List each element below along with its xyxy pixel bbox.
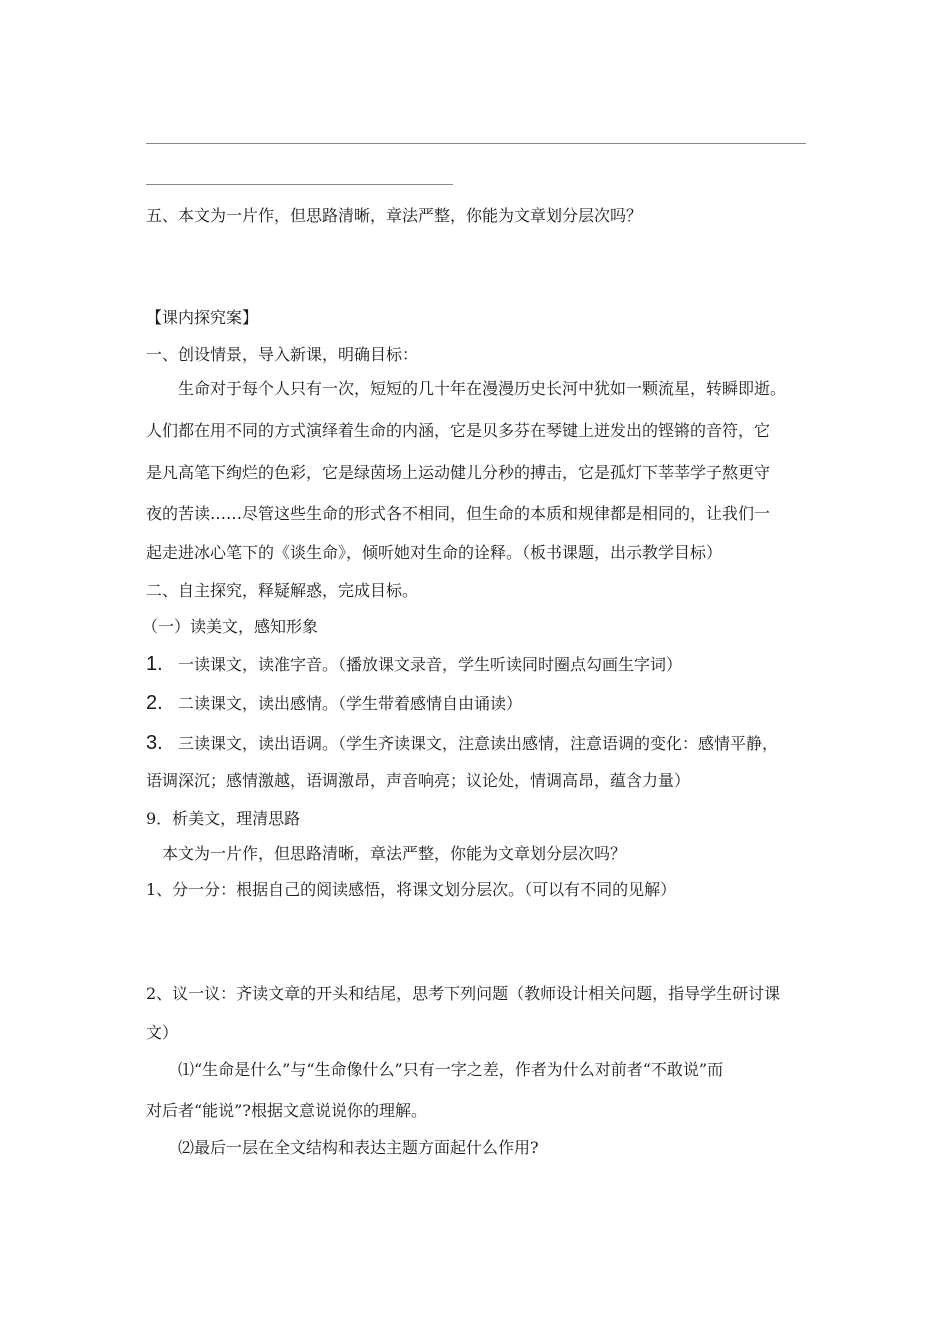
read-task-item-3: [146, 732, 778, 755]
step2-title: 二、自主探究，释疑解惑，完成目标。: [146, 581, 419, 600]
discussion-question-1: ⑴“生命是什么”与“生命像什么”只有一字之差，作者为什么对前者“不敢说”而: [178, 1060, 724, 1079]
intro-paragraph-line: 人们都在用不同的方式演绎着生命的内涵，它是贝多芬在琴键上迸发出的铿锵的音符，它: [146, 421, 771, 440]
task-divide: 1、分一分：根据自己的阅读感悟，将课文划分层次。（可以有不同的见解）: [146, 880, 677, 899]
intro-paragraph-line: 夜的苦读……尽管这些生命的形式各不相同，但生命的本质和规律都是相同的，让我们一: [146, 504, 771, 523]
read-task-item-1: [146, 653, 682, 676]
item-text: 三读课文，读出语调。（学生齐读课文，注意读出感情，注意语调的变化：感情平静，: [178, 734, 779, 753]
section5-question: 五、本文为一片作，但思路清晰，章法严整，你能为文章划分层次吗？: [146, 206, 643, 225]
item-number: 1.: [146, 653, 163, 675]
step2-subheading-read: （一）读美文，感知形象: [142, 617, 319, 636]
item-number: 3.: [146, 732, 163, 754]
item-text: 二读课文，读出感情。（学生带着感情自由诵读）: [178, 694, 523, 713]
discussion-question-1-continued: 对后者“能说”?根据文意说说你的理解。: [146, 1101, 427, 1120]
task-discuss: 2、议一议：齐读文章的开头和结尾，思考下列问题（教师设计相关问题，指导学生研讨课: [146, 984, 781, 1003]
read-task-item-3-continued: 语调深沉；感情激越，语调激昂，声音响亮；议论处，情调高昂，蕴含力量）: [146, 771, 691, 790]
task-discuss-continued: 文）: [146, 1023, 179, 1042]
step2-subheading-analyze: 9．析美文，理清思路: [146, 809, 301, 828]
answer-blank-line-2: [146, 184, 453, 185]
intro-paragraph-line: 起走进冰心笔下的《谈生命》，倾听她对生命的诠释。（板书课题，出示教学目标）: [146, 543, 723, 562]
intro-paragraph-line: 生命对于每个人只有一次，短短的几十年在漫漫历史长河中犹如一颗流星，转瞬即逝。: [178, 379, 787, 398]
intro-paragraph-line: 是凡高笔下绚烂的色彩，它是绿茵场上运动健儿分秒的搏击，它是孤灯下莘莘学子熬更守: [146, 463, 771, 482]
discussion-question-2: ⑵最后一层在全文结构和表达主题方面起什么作用?: [178, 1138, 539, 1157]
step1-title: 一、创设情景，导入新课，明确目标：: [146, 345, 419, 364]
read-task-item-2: [146, 692, 522, 715]
analyze-question: 本文为一片作，但思路清晰，章法严整，你能为文章划分层次吗？: [162, 844, 627, 863]
item-text: 一读课文，读准字音。（播放课文录音，学生听读同时圈点勾画生字词）: [178, 655, 683, 674]
explore-header: 【课内探究案】: [146, 308, 259, 327]
item-number: 2.: [146, 692, 163, 714]
answer-blank-line-1: [146, 143, 806, 144]
